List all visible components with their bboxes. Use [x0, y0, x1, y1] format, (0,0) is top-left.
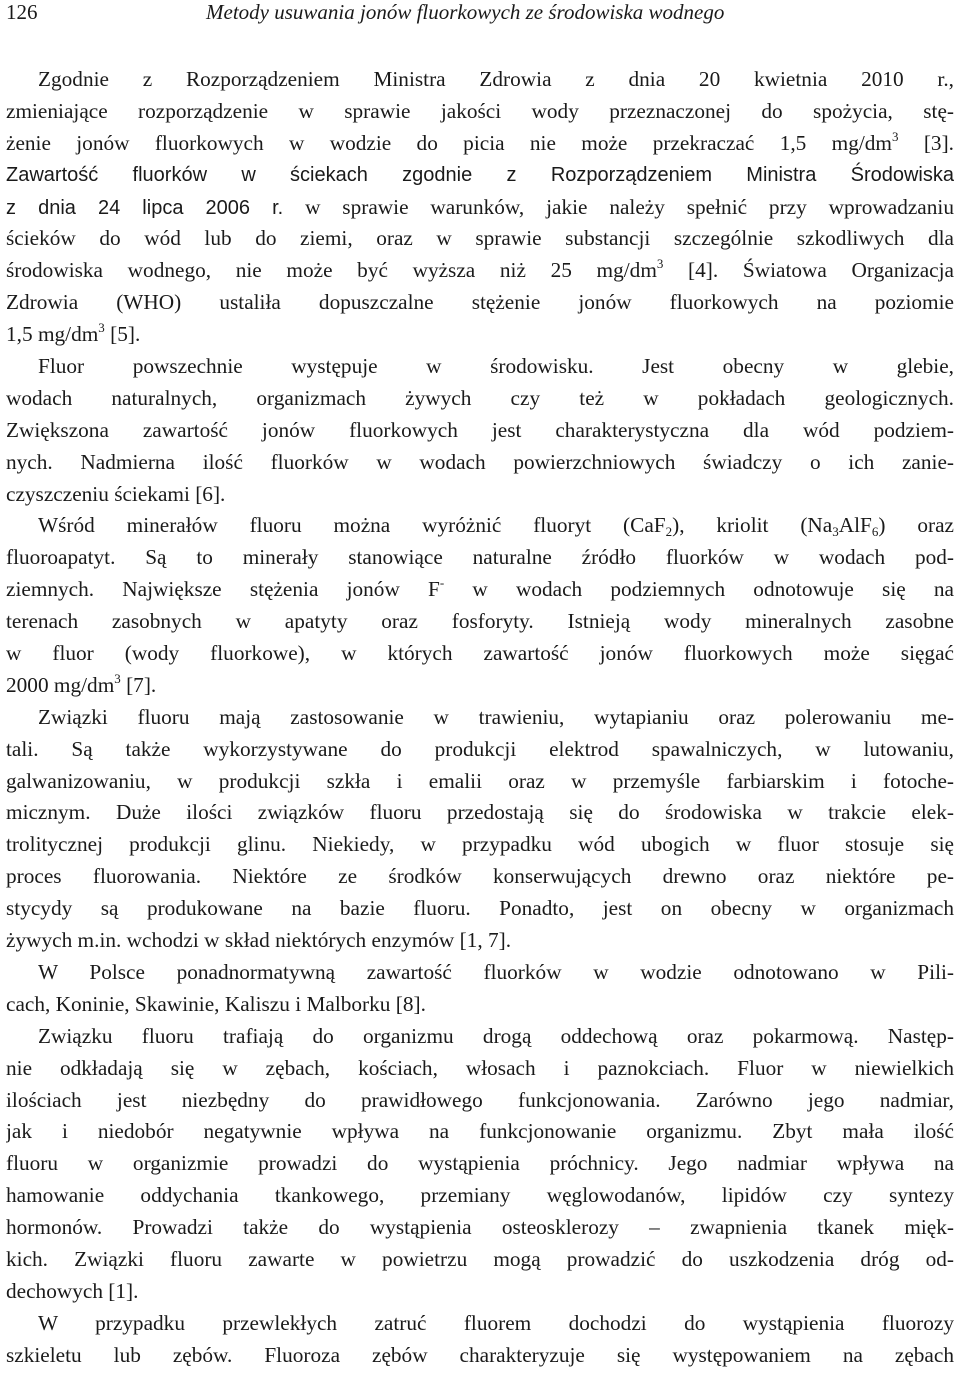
- superscript: -: [439, 575, 445, 591]
- text-run: proces fluorowania. Niektóre ze środków konserwujących drewno oraz niektóre pe-: [6, 864, 954, 889]
- text-line: [6, 638, 954, 670]
- text-run: nych. Nadmierna ilość fluorków w wodach powierzchniowych świadczy o ich zanie-: [6, 449, 954, 474]
- text-line: [6, 192, 954, 224]
- text-run: W przypadku przewlekłych zatruć fluorem dochodzi do wystąpienia fluorozy: [38, 1310, 954, 1335]
- text-run: dechowych [1].: [6, 1278, 139, 1303]
- text-run: Zgodnie z Rozporządzeniem Ministra Zdrowia z dnia 20 kwietnia 2010 r.,: [38, 67, 954, 91]
- text-run: Wśród minerałów fluoru można wyróżnić fluoryt (CaF: [38, 513, 666, 538]
- text-line: [6, 542, 954, 574]
- text-line: [6, 287, 954, 319]
- text-run: Zdrowia (WHO) ustaliła dopuszczalne stężenie jonów fluorkowych na poziomie: [6, 290, 954, 315]
- text-line: [6, 64, 954, 96]
- superscript: 3: [114, 670, 121, 686]
- text-run: galwanizowaniu, w produkcji szkła i emalii oraz w przemyśle farbiarskim i fotoche-: [6, 768, 954, 793]
- body-text: [6, 64, 954, 1372]
- text-run: ), kriolit (Na: [672, 513, 833, 538]
- text-line: [6, 160, 954, 192]
- text-run: ścieków do wód lub do ziemi, oraz w sprawie substancji szczególnie szkodliwych dla: [6, 226, 954, 251]
- text-run: Fluor powszechnie występuje w środowisku. Jest obecny w glebie,: [38, 354, 954, 379]
- text-run: ziemnych. Największe stężenia jonów F: [6, 577, 440, 602]
- text-run: nie odkładają się w zębach, kościach, włosach i paznokciach. Fluor w niewielkich: [6, 1055, 954, 1080]
- text-run: micznym. Duże ilości związków fluoru przedostają się do środowiska w trakcie elek-: [6, 800, 954, 825]
- subscript: 3: [832, 524, 839, 540]
- text-run: czyszczeniu ściekami [6].: [6, 481, 226, 506]
- text-run: [5].: [104, 322, 141, 347]
- text-line: [6, 128, 954, 160]
- subscript: 2: [665, 524, 673, 540]
- text-run: tali. Są także wykorzystywane do produkcji elektrod spawalniczych, w lutowaniu,: [6, 736, 954, 761]
- text-line: [6, 223, 954, 255]
- text-run: terenach zasobnych w apatyty oraz fosforyty. Istnieją wody mineralnych zasobne: [6, 609, 954, 634]
- text-run: w fluor (wody fluorkowe), w których zawartość jonów fluorkowych może sięgać: [6, 641, 954, 666]
- text-run: Zwiększona zawartość jonów fluorkowych jest charakterystyczna dla wód podziem-: [6, 417, 954, 442]
- text-line: [6, 861, 954, 893]
- text-run: Związku fluoru trafiają do organizmu drogą oddechową oraz pokarmową. Następ-: [38, 1023, 954, 1048]
- text-line: [6, 606, 954, 638]
- text-line: [6, 1212, 954, 1244]
- text-line: [6, 383, 954, 415]
- text-run: trolitycznej produkcji glinu. Niekiedy, w przypadku wód ubogich w fluor stosuje się: [6, 832, 954, 857]
- text-run: [3].: [898, 130, 954, 155]
- text-line: [6, 1021, 954, 1053]
- text-run: hamowanie oddychania tkankowego, przemiany węglowodanów, lipidów czy syntezy: [6, 1183, 954, 1208]
- text-line: [6, 893, 954, 925]
- text-line: [6, 925, 954, 957]
- text-line: [6, 1053, 954, 1085]
- text-line: [6, 797, 954, 829]
- text-line: [6, 1180, 954, 1212]
- text-run: [7].: [120, 672, 157, 697]
- text-line: [6, 351, 954, 383]
- text-run: ilościach jest niezbędny do prawidłowego funkcjonowania. Zarówno jego nadmiar,: [6, 1087, 954, 1112]
- text-run: kich. Związki fluoru zawarte w powietrzu mogą prowadzić do uszkodzenia dróg od-: [6, 1246, 954, 1271]
- text-line: [6, 957, 954, 989]
- text-run: stycydy są produkowane na bazie fluoru. Ponadto, jest on obecny w organizmach: [6, 896, 954, 921]
- text-run: żywych m.in. wchodzi w skład niektórych enzymów [1, 7].: [6, 928, 512, 953]
- text-run: ) oraz: [878, 513, 954, 538]
- text-line: [6, 734, 954, 766]
- text-run: w sprawie warunków, jakie należy spełnić przy wprowadzaniu: [283, 194, 954, 219]
- text-line: [6, 255, 954, 287]
- text-run: żenie jonów fluorkowych w wodzie do picia nie może przekraczać 1,5 mg/dm: [6, 130, 892, 155]
- page-header: [6, 0, 954, 30]
- text-run: środowiska wodnego, nie może być wyższa niż 25 mg/dm: [6, 258, 657, 283]
- text-run: Związki fluoru mają zastosowanie w trawieniu, wytapianiu oraz polerowaniu me-: [38, 704, 954, 729]
- text-run: szkieletu lub zębów. Fluoroza zębów charakteryzuje się występowaniem na zębach: [6, 1342, 954, 1367]
- text-run: 2000 mg/dm: [6, 672, 115, 697]
- text-line: [6, 1116, 954, 1148]
- text-run: jak i niedobór negatywnie wpływa na funkcjonowanie organizmu. Zbyt mała ilość: [6, 1119, 954, 1144]
- text-run: AlF: [838, 513, 872, 538]
- text-run: fluoru w organizmie prowadzi do wystąpienia próchnicy. Jego nadmiar wpływa na: [6, 1151, 954, 1176]
- text-run: z dnia 24 lipca 2006 r.: [6, 196, 284, 219]
- text-line: [6, 510, 954, 542]
- text-line: [6, 1276, 954, 1308]
- text-line: [6, 1308, 954, 1340]
- text-run: [4]. Światowa Organizacja: [663, 258, 954, 283]
- subscript: 6: [871, 524, 879, 540]
- text-line: [6, 447, 954, 479]
- page-number: 126: [6, 0, 38, 24]
- text-line: [6, 1244, 954, 1276]
- text-line: [6, 670, 954, 702]
- text-line: [6, 415, 954, 447]
- text-line: [6, 319, 954, 351]
- text-run: 1,5 mg/dm: [6, 322, 99, 347]
- text-line: [6, 702, 954, 734]
- text-line: [6, 479, 954, 511]
- text-run: zmieniające rozporządzenie w sprawie jakości wody przeznaczonej do spożycia, stę-: [6, 98, 954, 123]
- text-run: W Polsce ponadnormatywną zawartość fluorków w wodzie odnotowano w Pili-: [38, 959, 954, 984]
- text-run: w wodach podziemnych odnotowuje się na: [444, 577, 954, 602]
- text-run: Zawartość fluorków w ściekach zgodnie z Rozporządzeniem Ministra Środowiska: [6, 163, 954, 186]
- running-title: Metody usuwania jonów fluorkowych ze środowiska wodnego: [206, 0, 725, 24]
- superscript: 3: [656, 256, 664, 272]
- text-line: [6, 766, 954, 798]
- text-line: [6, 1148, 954, 1180]
- text-line: [6, 1085, 954, 1117]
- text-run: fluoroapatyt. Są to minerały stanowiące naturalne źródło fluorków w wodach pod-: [6, 545, 954, 570]
- text-run: cach, Koninie, Skawinie, Kaliszu i Malborku [8].: [6, 991, 426, 1016]
- text-line: [6, 829, 954, 861]
- superscript: 3: [892, 128, 899, 144]
- text-line: [6, 1340, 954, 1372]
- text-line: [6, 96, 954, 128]
- superscript: 3: [98, 320, 105, 336]
- text-run: wodach naturalnych, organizmach żywych czy też w pokładach geologicznych.: [6, 385, 954, 410]
- text-run: hormonów. Prowadzi także do wystąpienia osteosklerozy – zwapnienia tkanek mięk-: [6, 1215, 954, 1240]
- text-line: [6, 574, 954, 606]
- text-line: [6, 989, 954, 1021]
